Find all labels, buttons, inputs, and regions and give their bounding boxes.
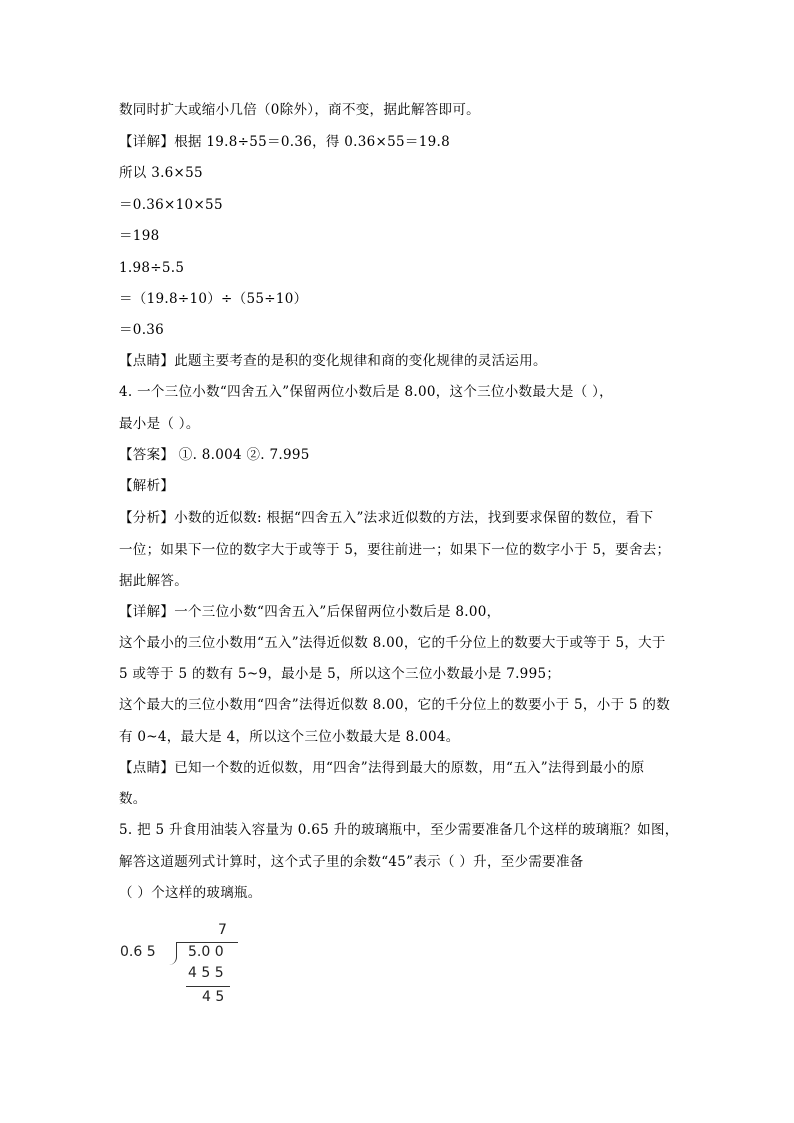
text-line: 【详解】根据 19.8÷55＝0.36，得 0.36×55＝19.8 bbox=[119, 134, 450, 150]
text-line: 数。 bbox=[119, 791, 147, 807]
text-line: ＝0.36×10×55 bbox=[119, 197, 223, 213]
answer-line: 【答案】 ①. 8.004 ②. 7.995 bbox=[119, 447, 310, 463]
division-remainder: 4 5 bbox=[202, 989, 225, 1005]
text-line: 5 或等于 5 的数有 5~9，最小是 5，所以这个三位小数最小是 7.995； bbox=[119, 666, 561, 682]
text-line: 解答这道题列式计算时，这个式子里的余数“45”表示（ ）升，至少需要准备 bbox=[119, 854, 584, 870]
text-line: 所以 3.6×55 bbox=[119, 165, 203, 181]
division-quotient: 7 bbox=[218, 922, 227, 938]
division-subtract-line bbox=[186, 986, 230, 987]
text-line: ＝0.36 bbox=[119, 322, 165, 338]
division-top-line bbox=[176, 942, 238, 943]
text-line: ＝（19.8÷10）÷（55÷10） bbox=[119, 291, 308, 307]
text-line: 这个最小的三位小数用“五入”法得近似数 8.00，它的千分位上的数要大于或等于 5，大于 bbox=[119, 635, 666, 651]
question-5-stem: 5. 把 5 升食用油装入容量为 0.65 升的玻璃瓶中，至少需要准备几个这样的玻璃瓶？如图， bbox=[119, 822, 679, 838]
division-divisor: 0.6 5 bbox=[120, 944, 156, 960]
division-dividend: 5.0 0 bbox=[188, 944, 224, 960]
text-line: 有 0~4，最大是 4，所以这个三位小数最大是 8.004。 bbox=[119, 729, 460, 745]
division-bracket bbox=[168, 943, 177, 965]
text-line: 【分析】小数的近似数: 根据“四舍五入”法求近似数的方法，找到要求保留的数位，看下 bbox=[119, 510, 654, 526]
long-division-figure bbox=[118, 918, 248, 1010]
text-line: 【详解】一个三位小数“四舍五入”后保留两位小数后是 8.00， bbox=[119, 604, 501, 620]
text-line: 数同时扩大或缩小几倍（0除外），商不变，据此解答即可。 bbox=[119, 102, 480, 118]
text-line: 这个最大的三位小数用“四舍”法得近似数 8.00，它的千分位上的数要小于 5，小于 5 的数 bbox=[119, 697, 671, 713]
text-line: 1.98÷5.5 bbox=[119, 260, 185, 276]
division-product: 4 5 5 bbox=[188, 965, 224, 981]
text-line: ＝198 bbox=[119, 228, 160, 244]
text-line: （ ）个这样的玻璃瓶。 bbox=[119, 885, 262, 901]
text-line: 一位；如果下一位的数字大于或等于 5，要往前进一；如果下一位的数字小于 5，要舍去； bbox=[119, 542, 671, 558]
text-line: 据此解答。 bbox=[119, 573, 188, 589]
question-4-stem: 4. 一个三位小数“四舍五入”保留两位小数后是 8.00，这个三位小数最大是（ ）， bbox=[119, 384, 613, 400]
text-line: 最小是（ ）。 bbox=[119, 416, 200, 432]
text-line: 【点睛】此题主要考查的是积的变化规律和商的变化规律的灵活运用。 bbox=[119, 353, 547, 369]
analysis-heading: 【解析】 bbox=[119, 478, 175, 494]
text-line: 【点睛】已知一个数的近似数，用“四舍”法得到最大的原数，用“五入”法得到最小的原 bbox=[119, 760, 645, 776]
